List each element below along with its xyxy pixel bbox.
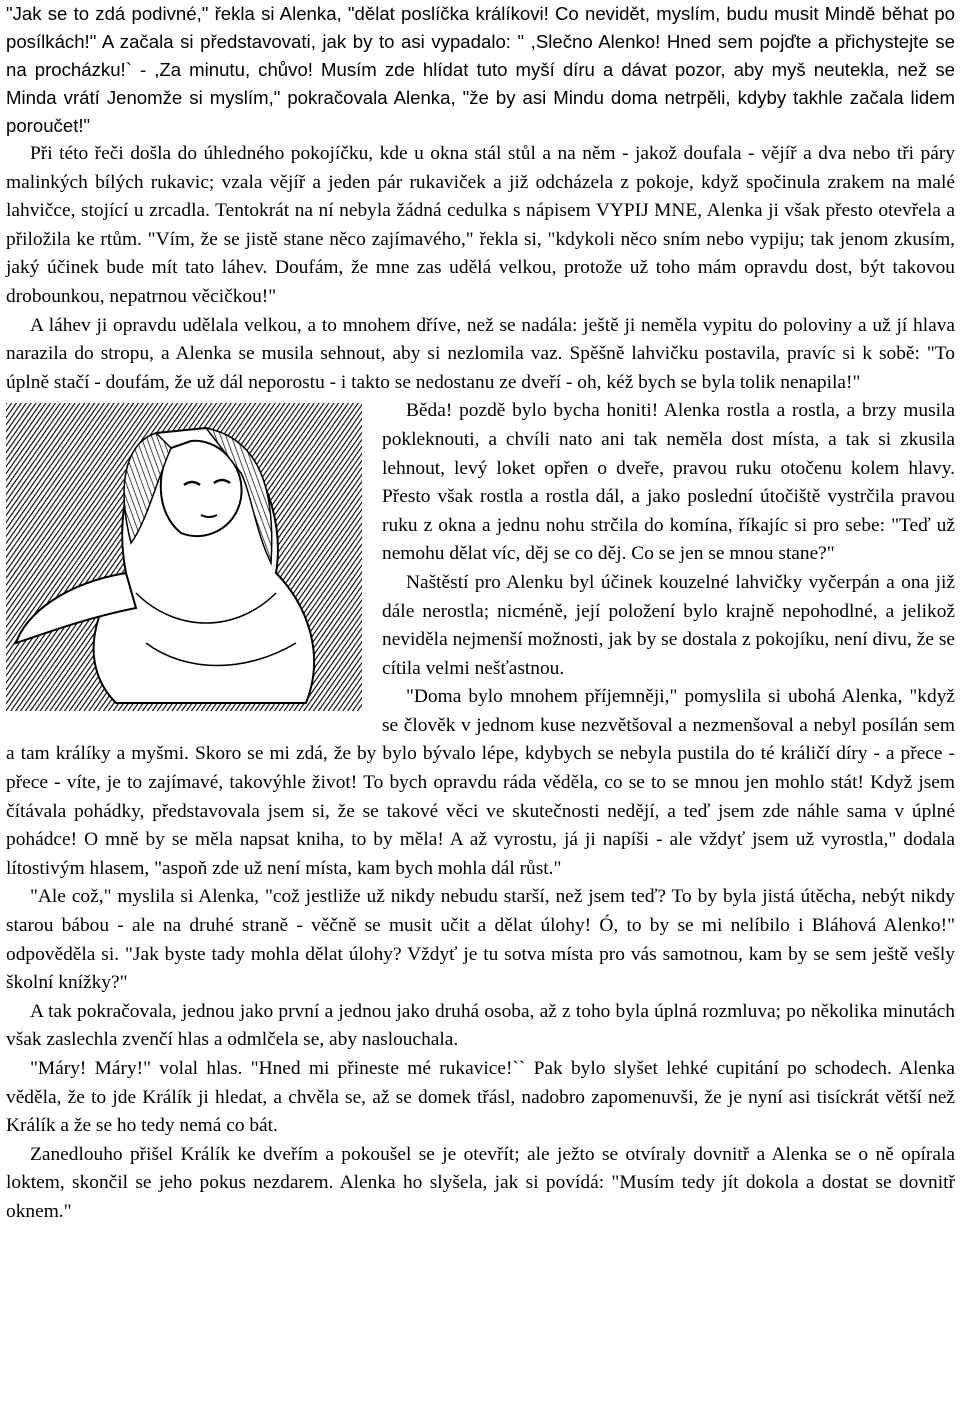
paragraph-5: Naštěstí pro Alenku byl účinek kouzelné lahvičky vyčerpán a ona již dále nerostla; nicméně, její položení bylo krajně nepohodlné, a jelikož neviděla nejmenší možnosti, jak by se dostala z pokojíku, není divu, že se cítila velmi nešťastnou. — [382, 571, 955, 679]
paragraph-1: "Jak se to zdá podivné," řekla si Alenka, "dělat poslíčka králíkovi! Co nevidět, myslím, budu musit Mindě běhat po posílkách!" A začala si představovati, jak by to asi vypadalo: " ,Slečno Alenko! Hned sem pojďte a přichystejte se na procházku!` - ,Za minutu, chůvo! Musím zde hlídat tuto myší díru a dávat pozor, aby myš neutekla, než se Minda vrátí Jenomže si myslím," pokračovala Alenka, "že by asi Mindu doma netrpěli, kdyby takhle začala lidem poroučet!" — [6, 3, 955, 136]
paragraph-7: "Ale což," myslila si Alenka, "což jestliže už nikdy nebudu starší, než jsem teď? To by byla jistá útěcha, nebýt nikdy starou bábou - ale na druhé straně - věčně se musit učit a dělat úlohy! Ó, to by se mi nelíbilo i Bláhová Alenko!" odpověděla si. "Jak byste tady mohla dělat úlohy? Vždyť je tu sotva místa pro vás samotnou, kam by se sem ještě vešly školní knížky?" — [6, 886, 955, 994]
paragraph-4: Běda! pozdě bylo bycha honiti! Alenka rostla a rostla, a brzy musila pokleknouti, a chvíli nato ani tak neměla dost místa, a tak si zkusila lehnout, levý loket opřen o dveře, pravou ruku otočenu kolem hlavy. Přesto však rostla a rostla dál, a jako poslední útočiště vystrčila pravou ruku z okna a jednu nohu strčila do komína, říkajíc si pro sebe: "Teď už nemohu dělat víc, děj se co děj. Co se jen se mnou stane?" — [382, 400, 955, 565]
paragraph-10: Zanedlouho přišel Králík ke dveřím a pokoušel se je otevřít; ale ježto se otvíraly dovnitř a Alenka se o ně opírala loktem, skončil se jeho pokus nezdarem. Alenka ho slyšela, jak si povídá: "Musím tedy jít dokola a dostat se dovnitř oknem." — [6, 1143, 955, 1222]
paragraph-9: "Máry! Máry!" volal hlas. "Hned mi přineste mé rukavice!`` Pak bylo slyšet lehké cupitání po schodech. Alenka věděla, že to jde Králík ji hledat, a chvěla se, až se domek třásl, nadobro zapomenuvši, že je nyní asi tisíckrát větší než Králík a že se ho tedy nemá co bát. — [6, 1058, 955, 1137]
alice-illustration — [6, 403, 362, 711]
alice-engraving — [6, 403, 362, 711]
paragraph-3: A láhev ji opravdu udělala velkou, a to mnohem dříve, než se nadála: ještě ji neměla vypitu do poloviny a už jí hlava narazila do stropu, a Alenka se musila sehnout, aby si nezlomila vaz. Spěšně lahvičku postavila, pravíc si k sobě: "To úplně stačí - doufám, že už dál neporostu - i takto se nedostanu ze dveří - oh, kéž bych se byla tolik nenapila!" — [6, 314, 955, 393]
paragraph-2: Při této řeči došla do úhledného pokojíčku, kde u okna stál stůl a na něm - jakož doufala - vějíř a dva nebo tři páry malinkých bílých rukavic; vzala vějíř a jeden pár rukaviček a již odcházela z pokoje, když spočinula zrakem na malé lahvičce, stojící u zrcadla. Tentokrát na ní nebyla žádná cedulka s nápisem VYPIJ MNE, Alenka ji však přesto otevřela a přiložila ke rtům. "Vím, že se jistě stane něco zajímavého," řekla si, "kdykoli něco sním nebo vypiju; tak jenom zkusím, jaký účinek bude mít tato láhev. Doufám, že mne zas udělá velkou, protože už toho mám opravdu dost, být takovou drobounkou, nepatrnou věcičkou!" — [6, 143, 955, 307]
paragraph-6: "Doma bylo mnohem příjemněji," pomyslila si ubohá Alenka, "když se člověk v jednom kuse nezvětšoval a nezmenšoval a nebyl posílán sem a tam králíky a myšmi. Skoro se mi zdá, že by bylo bývalo lépe, kdybych se nebyla pustila do té králičí díry - a přece - přece - víte, je to zajímavé, takovýhle život! To bych opravdu ráda věděla, co se to se mnou jen mohlo stát! Když jsem čítávala pohádky, představovala jsem si, že se takové věci ve skutečnosti nedějí, a teď jsem zde náhle sama v úplné pohádce! O mně by se měla napsat kniha, to by měla! A až vyrostu, já ji napíši - ale vždyť jsem už vyrostla," dodala lítostivým hlasem, "aspoň zde už není místa, kam bych mohla dál růst." — [6, 686, 955, 879]
paragraph-8: A tak pokračovala, jednou jako první a jednou jako druhá osoba, až z toho byla úplná rozmluva; po několika minutách však zaslechla zvenčí hlas a odmlčela se, aby naslouchala. — [6, 1000, 955, 1051]
